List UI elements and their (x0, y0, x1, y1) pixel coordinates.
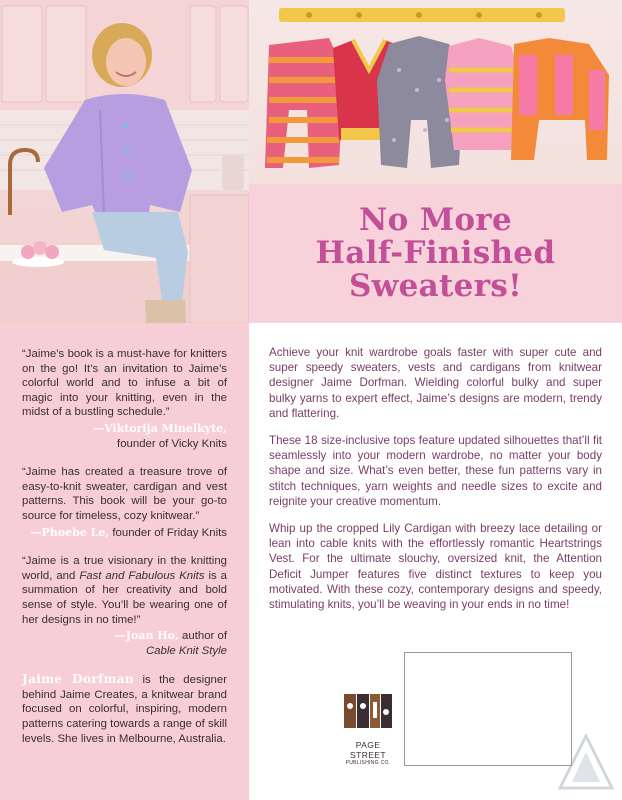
endorsement-quote: “Jaime has created a treasure trove of easy-to-knit sweater, cardigan and vest patterns. This book will be your go-to source for timeless, cozy knitwear.” (22, 466, 227, 522)
endorsement (22, 465, 227, 540)
title-panel (249, 184, 622, 323)
endorsements-column (0, 323, 249, 800)
endorser-role: founder of Friday Knits (112, 526, 227, 539)
publisher-logo (340, 690, 396, 770)
headline-line-3: Sweaters! (348, 268, 522, 304)
author-bio (22, 672, 227, 746)
publisher-subtitle: PUBLISHING CO. (345, 760, 391, 766)
description-paragraph: These 18 size-inclusive tops feature updated silhouettes that’ll fit seamlessly into your modern wardrobe, no matter your body shape and size. What’s even better, these fun patterns vary in stitch techniques, yarn weights and needle sizes to excite and reignite your creative momentum. (269, 434, 602, 508)
endorsement-attribution (22, 422, 227, 451)
book-headline (316, 204, 556, 303)
endorsement-quote (22, 554, 227, 627)
sweaters-photo (249, 0, 622, 184)
barcode-area (404, 652, 572, 766)
endorsement (22, 347, 227, 451)
author-photo (0, 0, 249, 323)
quote-book-title: Fast and Fabulous Knits (79, 569, 205, 582)
endorser-role: author of (182, 630, 227, 643)
endorser-name: —Joan Ho, (114, 629, 179, 643)
publisher-name: PAGE STREET (350, 740, 386, 760)
quote-text: is a summation of her creativity and bold sense of style. You’ll be wearing one of her designs in no time!” (22, 569, 228, 626)
endorser-name: —Phoebe Le, (30, 525, 110, 539)
author-bio-text: is the designer behind Jaime Creates, a knitwear brand focused on colorful, inspiring, modern patterns catering towards a range of skill levels. She lives in Melbourne, Australia. (22, 674, 227, 745)
headline-line-1: No More (359, 202, 512, 238)
watermark-icon (556, 732, 616, 792)
endorser-name: —Viktorija Minelkyte, (93, 421, 227, 435)
description-paragraph: Whip up the cropped Lily Cardigan with breezy lace detailing or lean into cable knits with the effortlessly romantic Heartstrings Vest. For the ultimate slouchy, oversized knit, the Attention Deficit Jumper features five distinct textures to keep you motivated. With these cozy, contemporary designs and speedy, stimulating knits, you’ll be weaving in your ends in no time! (269, 522, 602, 612)
endorser-book-title: Cable Knit Style (145, 644, 227, 657)
description-paragraph: Achieve your knit wardrobe goals faster with super cute and super speedy sweaters, vests and cardigans from knitwear designer Jaime Dorfman. Wielding colorful bulky and super bulky yarns to expert effect, Jaime’s designs are modern, trendy and flattering. (269, 346, 602, 420)
quote-text: “Jaime is a true visionary in the knitting world, and (22, 555, 227, 582)
endorser-role: founder of Vicky Knits (117, 437, 227, 450)
headline-line-2: Half-Finished (315, 235, 556, 271)
endorsement (22, 554, 227, 658)
publisher-mark-icon (342, 690, 394, 734)
author-name: Jaime Dorfman (22, 672, 135, 687)
endorsement-quote: “Jaime’s book is a must-have for knitters on the go! It’s an invitation to Jaime’s colorful world and to infuse a bit of magic into your knitting, even in the midst of a bustling schedule.” (22, 348, 227, 419)
endorsement-attribution (22, 629, 227, 658)
endorsement-attribution (22, 526, 227, 541)
